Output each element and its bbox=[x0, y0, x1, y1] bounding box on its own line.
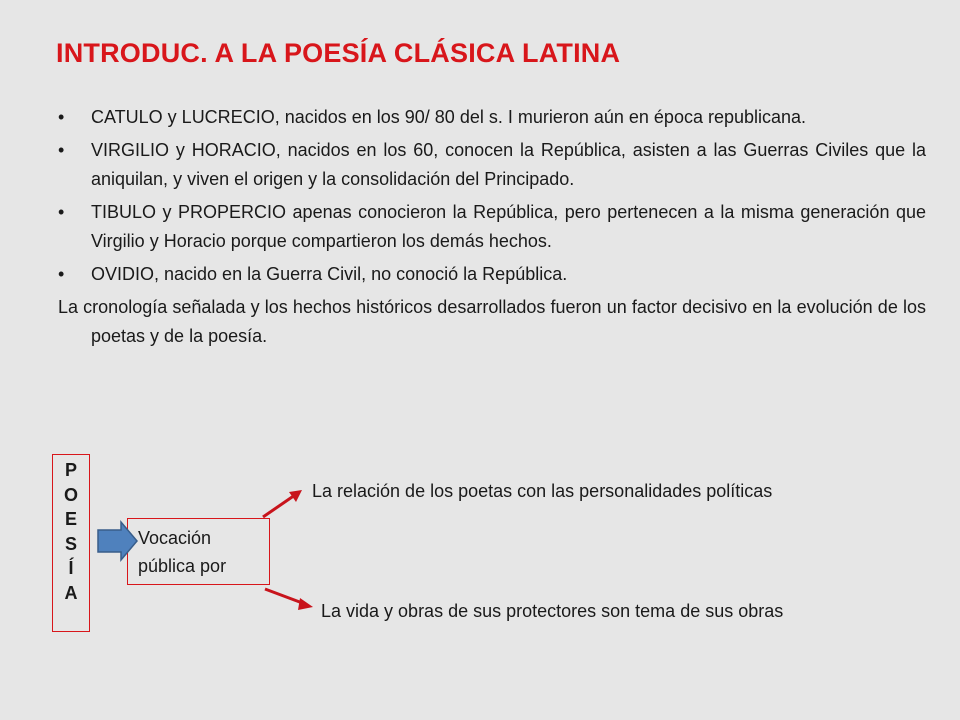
bullet-dot: • bbox=[58, 264, 65, 284]
poesia-letter: S bbox=[64, 533, 77, 554]
poesia-letter: O bbox=[63, 484, 78, 505]
block-arrow-icon bbox=[98, 522, 137, 560]
arrow-down-right-icon bbox=[265, 589, 313, 610]
vocacion-line: Vocación bbox=[138, 528, 212, 548]
bullet-dot: • bbox=[58, 107, 65, 127]
branch-bottom-text: La vida y obras de sus protectores son tema de sus obras bbox=[321, 601, 784, 621]
bullet-text: VIRGILIO y HORACIO, nacidos en los 60, conocen la República, asisten a las Guerras Civiles que la aniquilan, y viven el origen y la consolidación del Principado. bbox=[91, 140, 926, 189]
arrow-up-right-icon bbox=[263, 490, 302, 517]
poesia-letter: P bbox=[64, 460, 77, 480]
vocacion-line: pública por bbox=[138, 556, 227, 576]
bullet-dot: • bbox=[58, 202, 65, 222]
conclusion-text: La cronología señalada y los hechos históricos desarrollados fueron un factor decisivo en la evolución de los poetas y de la poesía. bbox=[58, 297, 926, 346]
bullet-dot: • bbox=[58, 140, 65, 160]
bullet-text: OVIDIO, nacido en la Guerra Civil, no conoció la República. bbox=[91, 264, 568, 284]
branch-top-text: La relación de los poetas con las personalidades políticas bbox=[312, 481, 773, 501]
poesia-letter: E bbox=[64, 509, 77, 529]
slide-title: INTRODUC. A LA POESÍA CLÁSICA LATINA bbox=[56, 38, 621, 68]
bullet-text: TIBULO y PROPERCIO apenas conocieron la República, pero pertenecen a la misma generación que Virgilio y Horacio porque compartieron los demás hechos. bbox=[91, 202, 926, 251]
bullet-text: CATULO y LUCRECIO, nacidos en los 90/ 80 del s. I murieron aún en época republicana. bbox=[91, 107, 807, 127]
poesia-letter: Í bbox=[68, 558, 74, 578]
poesia-letter: A bbox=[64, 582, 78, 603]
